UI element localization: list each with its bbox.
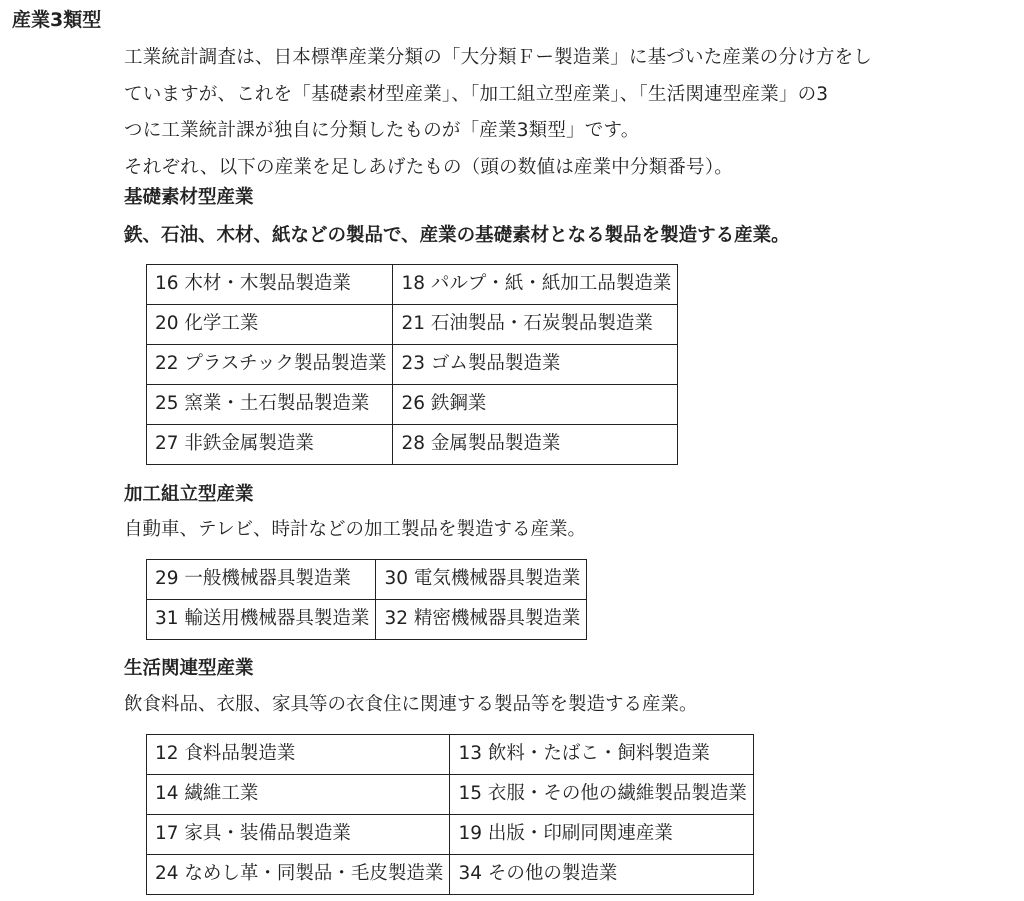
page-title: 産業3類型 [12, 9, 102, 31]
table-cell: 20 化学工業 [147, 305, 393, 345]
table-row [147, 560, 587, 600]
section-description-basic-materials: 鉄、石油、木材、紙などの製品で、産業の基礎素材となる製品を製造する産業。 [124, 225, 790, 246]
intro-line: それぞれ、以下の産業を足しあげたもの（頭の数値は産業中分類番号）。 [124, 156, 733, 178]
section-description-assembly: 自動車、テレビ、時計などの加工製品を製造する産業。 [124, 519, 586, 540]
intro-text [124, 40, 1016, 186]
table-cell: 24 なめし革・同製品・毛皮製造業 [147, 855, 450, 895]
table-row [147, 735, 754, 775]
intro-line: 工業統計調査は、日本標準産業分類の「大分類Ｆー製造業」に基づいた産業の分け方をし [124, 47, 873, 68]
table-row [147, 775, 754, 815]
table-cell: 34 その他の製造業 [450, 855, 753, 895]
table-cell: 18 パルプ・紙・紙加工品製造業 [393, 265, 678, 305]
table-cell: 13 飲料・たばこ・飼料製造業 [450, 735, 753, 775]
table-cell: 27 非鉄金属製造業 [147, 425, 393, 465]
section-description-lifestyle: 飲食料品、衣服、家具等の衣食住に関連する製品等を製造する産業。 [124, 694, 698, 715]
industry-table-lifestyle [146, 734, 754, 895]
table-row [147, 305, 678, 345]
table-cell: 29 一般機械器具製造業 [147, 560, 376, 600]
table-row [147, 385, 678, 425]
table-cell: 19 出版・印刷同関連産業 [450, 815, 753, 855]
section-title-basic-materials: 基礎素材型産業 [124, 187, 254, 208]
table-cell: 12 食料品製造業 [147, 735, 450, 775]
table-cell: 15 衣服・その他の繊維製品製造業 [450, 775, 753, 815]
table-cell: 14 繊維工業 [147, 775, 450, 815]
table-cell: 26 鉄鋼業 [393, 385, 678, 425]
table-cell: 28 金属製品製造業 [393, 425, 678, 465]
table-cell: 23 ゴム製品製造業 [393, 345, 678, 385]
table-cell: 32 精密機械器具製造業 [376, 600, 587, 640]
section-title-lifestyle: 生活関連型産業 [124, 658, 254, 679]
table-cell: 25 窯業・土石製品製造業 [147, 385, 393, 425]
table-cell: 31 輸送用機械器具製造業 [147, 600, 376, 640]
section-title-assembly: 加工組立型産業 [124, 484, 254, 505]
intro-line: つに工業統計課が独自に分類したものが「産業3類型」です。 [124, 120, 640, 141]
table-row [147, 855, 754, 895]
table-row [147, 815, 754, 855]
table-row [147, 425, 678, 465]
table-cell: 17 家具・装備品製造業 [147, 815, 450, 855]
table-cell: 21 石油製品・石炭製品製造業 [393, 305, 678, 345]
industry-table-basic-materials [146, 264, 678, 465]
industry-table-assembly [146, 559, 587, 640]
table-row [147, 600, 587, 640]
table-row [147, 345, 678, 385]
table-row [147, 265, 678, 305]
table-cell: 16 木材・木製品製造業 [147, 265, 393, 305]
intro-line: ていますが、これを「基礎素材型産業」、「加工組立型産業」、「生活関連型産業」の3 [124, 83, 829, 105]
table-cell: 30 電気機械器具製造業 [376, 560, 587, 600]
table-cell: 22 プラスチック製品製造業 [147, 345, 393, 385]
